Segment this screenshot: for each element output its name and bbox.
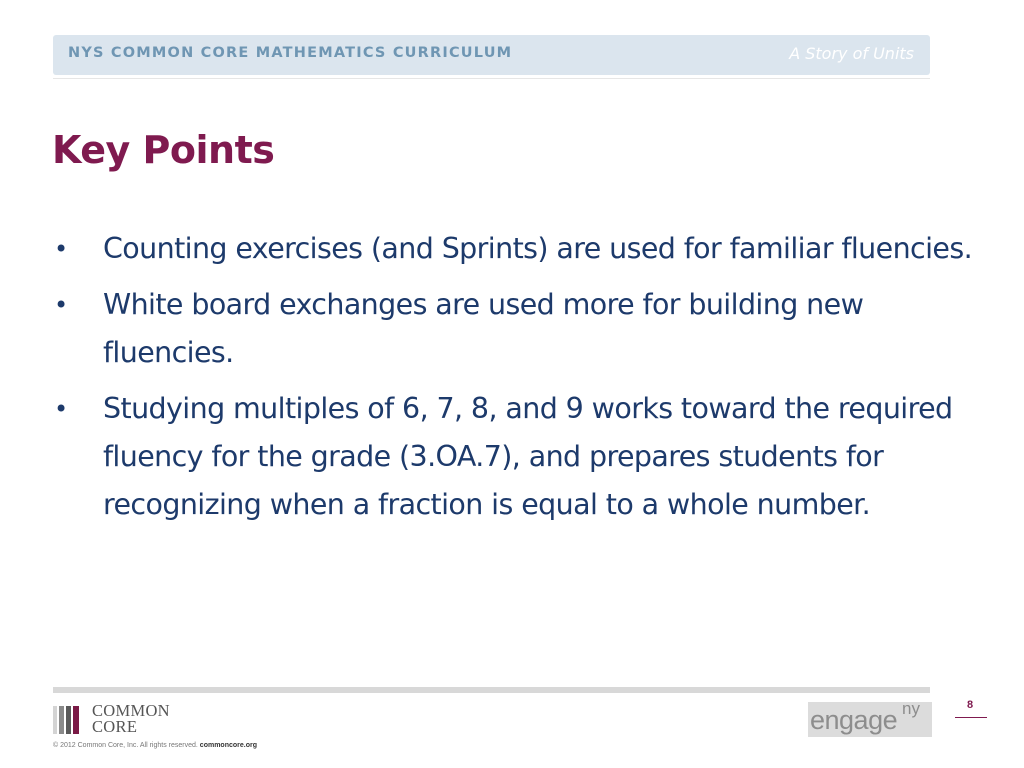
copyright-notice (53, 742, 257, 749)
bullet-marker: • (54, 291, 68, 319)
engage-word: engage (810, 705, 898, 735)
commoncore-link[interactable]: commoncore.org (199, 742, 257, 749)
slide-number-underline (955, 717, 987, 718)
bullet-item (52, 385, 977, 529)
series-label: A Story of Units (789, 44, 914, 63)
common-core-logo-icon (53, 706, 87, 734)
bullet-marker: • (54, 395, 68, 423)
bullet-text: Counting exercises (and Sprints) are used for familiar fluencies. (103, 232, 973, 265)
bullet-text: White board exchanges are used more for building new fluencies. (103, 288, 864, 369)
slide-number: 8 (967, 699, 974, 711)
bullet-marker: • (54, 235, 68, 263)
common-core-logo-text (92, 703, 170, 735)
footer-divider (53, 687, 930, 693)
bullet-text: Studying multiples of 6, 7, 8, and 9 works toward the required fluency for the grade (3.OA.7), and prepares students for recognizing when a fraction is equal to a whole number. (103, 392, 953, 521)
header-divider (53, 78, 930, 79)
engage-sup: ny (902, 699, 920, 718)
copyright-text: © 2012 Common Core, Inc. All rights reserved. (53, 742, 198, 749)
logo-line-1: COMMON (92, 701, 170, 720)
bullet-item (52, 281, 977, 377)
logo-line-2: CORE (92, 717, 138, 736)
bullet-list (52, 225, 977, 537)
engageny-logo (808, 699, 932, 737)
curriculum-label: NYS COMMON CORE MATHEMATICS CURRICULUM (68, 45, 513, 61)
bullet-item (52, 225, 977, 273)
header-bar (53, 35, 930, 75)
slide-title: Key Points (52, 128, 275, 172)
